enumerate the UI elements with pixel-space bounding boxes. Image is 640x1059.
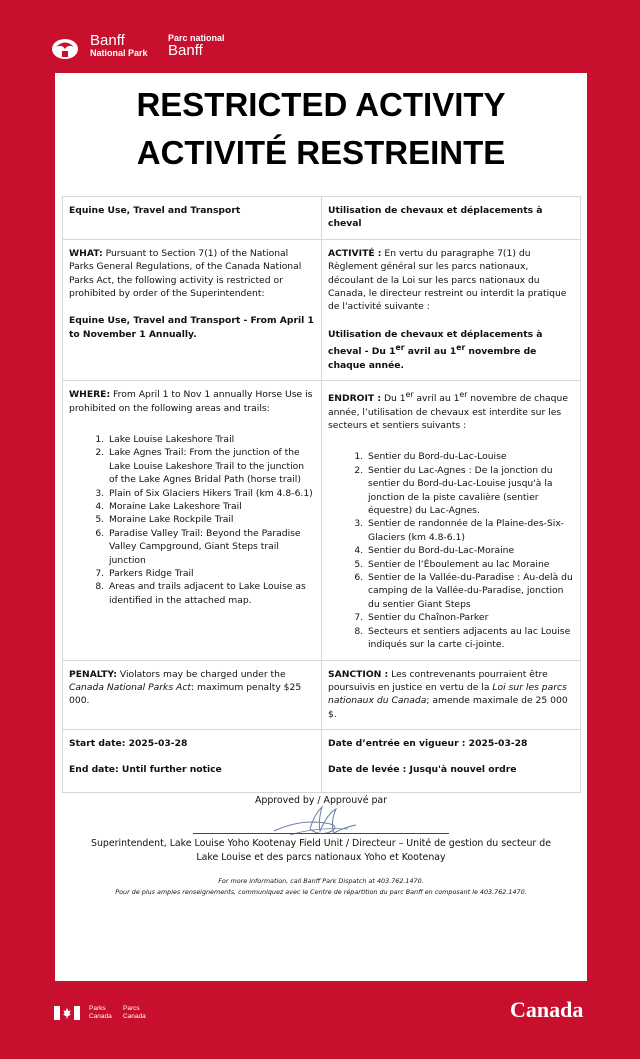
list-item: 5. Sentier de l’Éboulement au lac Moraine [366,558,574,571]
brand-en [90,33,170,58]
what-text: Pursuant to Section 7(1) of the National Parks General Regulations, of the Canada National Parks Act, the following activity is restricted or prohibited by order of the Superintendent: [69,247,302,300]
cell-what-fr [322,239,581,380]
signature-line [193,833,449,834]
where-text: From April 1 to Nov 1 annually Horse Use is prohibited on the following areas and trails: [69,389,313,414]
info-fr: Pour de plus amples renseignements, communiquez avec le Centre de répartition du parc Banff en composant le 403.762.1470. [115,888,527,896]
table-row-penalty [63,660,581,730]
cell-activity-en [63,197,322,240]
penalty-label: PENALTY: [69,668,117,680]
trail-list-fr [328,450,574,651]
sanction-label: SANCTION : [328,668,389,680]
activite-label: ACTIVITÉ : [328,247,382,259]
brand-fr [168,33,268,58]
brand-fr-sub: Parc national [168,33,225,43]
list-item: 2. Sentier du Lac-Agnes : De la jonction du sentier du Bord-du-Lac-Louise jusqu'à la jonction de la piste cavalière (sentier équestre) du Lac-Agnes. [366,464,574,518]
title-en: RESTRICTED ACTIVITY [136,86,506,123]
activity-en: Equine Use, Travel and Transport [69,205,241,216]
canada-flag-icon [54,1006,80,1020]
cell-where-en [63,381,322,660]
trail-list-en [69,433,315,607]
activite-text: En vertu du paragraphe 7(1) du Règlement général sur les parcs nationaux, découlant de la Loi sur les parcs nationaux du Canada, le directeur restreint ou interdit la pratique de l'activité suivante : [328,247,567,313]
parcs-canada-fr [123,1005,146,1021]
list-item: 7. Parkers Ridge Trail [107,567,315,580]
list-item: 6. Sentier de la Vallée-du-Paradise : Au-delà du camping de la Vallée-du-Paradise, jonction du sentier Giant Steps [366,571,574,611]
list-item: 3. Sentier de randonnée de la Plaine-des-Six-Glaciers (km 4.8-6.1) [366,517,574,544]
what-label: WHAT: [69,247,103,259]
what-bold: Equine Use, Travel and Transport - From April 1 to November 1 Annually. [69,315,314,340]
list-item: 1. Lake Louise Lakeshore Trail [107,433,315,446]
list-item: 6. Paradise Valley Trail: Beyond the Paradise Valley Campground, Giant Steps trail junction [107,527,315,567]
end-date: End date: Until further notice [69,763,222,775]
activite-bold: Utilisation de chevaux et déplacements à cheval - Du 1er avril au 1er novembre de chaque année. [328,328,543,371]
parks-fr-2: Canada [123,1013,146,1020]
list-item: 4. Sentier du Bord-du-Lac-Moraine [366,544,574,557]
list-item: 4. Moraine Lake Lakeshore Trail [107,500,315,513]
activity-fr: Utilisation de chevaux et déplacements à cheval [328,205,543,230]
loi-name: Loi sur les parcs nationaux du Canada [328,681,567,707]
where-label: WHERE: [69,389,111,401]
date-entree: Date d’entrée en vigueur : 2025-03-28 [328,738,528,750]
list-item: 5. Moraine Lake Rockpile Trail [107,513,315,526]
date-levee: Date de levée : Jusqu'à nouvel ordre [328,763,517,775]
cell-what-en [63,239,322,380]
cell-activity-fr [322,197,581,240]
cell-penalty-en: PENALTY: Violators may be charged under the Canada National Parks Act: maximum penalty $25 000. [63,660,322,730]
brand-en-name: Banff [90,32,125,49]
table-row-where [63,381,581,660]
info-en: For more information, call Banff Park Dispatch at 403.762.1470. [218,877,424,885]
cell-dates-en [63,730,322,793]
parks-en-1: Parks [89,1005,106,1012]
parks-en-2: Canada [89,1013,112,1020]
parks-fr-1: Parcs [123,1005,140,1012]
parks-canada-en [89,1005,112,1021]
endroit-label: ENDROIT : [328,393,382,405]
list-item: 8. Secteurs et sentiers adjacents au lac Louise indiqués sur la carte ci-jointe. [366,625,574,652]
cell-penalty-fr: SANCTION : Les contrevenants pourraient être poursuivis en justice en vertu de la Loi sur les parcs nationaux du Canada; amende maximale de 25 000 $. [322,660,581,730]
signatory-line2: Lake Louise et des parcs nationaux Yoho et Kootenay [196,852,446,863]
notice-table [62,196,581,793]
brand-en-sub: National Park [90,48,148,58]
signature-image [270,801,360,841]
cell-dates-fr [322,730,581,793]
canada-wordmark: Canada [510,997,584,1022]
list-item: 8. Areas and trails adjacent to Lake Louise as identified in the attached map. [107,580,315,607]
brand-fr-name: Banff [168,42,203,59]
notice-sheet [55,73,587,981]
table-row-activity [63,197,581,240]
list-item: 3. Plain of Six Glaciers Hikers Trail (km 4.8-6.1) [107,487,315,500]
start-date: Start date: 2025-03-28 [69,738,188,750]
table-row-what [63,239,581,380]
signatory-line1: Superintendent, Lake Louise Yoho Kootenay Field Unit / Directeur – Unité de gestion du secteur de [91,838,551,849]
list-item: 7. Sentier du Chaînon-Parker [366,611,574,624]
list-item: 1. Sentier du Bord-du-Lac-Louise [366,450,574,463]
title-fr: ACTIVITÉ RESTREINTE [136,134,506,171]
cell-where-fr: ENDROIT : Du 1er avril au 1er novembre de chaque année, l’utilisation de chevaux est interdite sur les secteurs et sentiers suivants : 1. Sentier du Bord-du-Lac-Louise 2. Sentier du Lac-Agnes : De la jonction du sentier du Bord-du-Lac-Louise jusqu'à la jonction de la piste cavalière (sentier équestre) du Lac-Agnes. 3. Sentier de randonnée de la Plaine-des-Six-Glaciers (km 4.8-6.1) 4. Sentier du Bord-du-Lac-Moraine 5. Sentier de l’Éboulement au lac Moraine 6. Sentier de la Vallée-du-Paradise : Au-delà du camping de la Vallée-du-Paradise, jonction du sentier Giant Steps 7. Sentier du Chaînon-Parker 8. Secteurs et sentiers adjacents au lac Louise indiqués sur la carte ci-jointe. [322,381,581,660]
approved-by: Approved by / Approuvé par [254,795,388,806]
table-row-dates [63,730,581,793]
act-name: Canada National Parks Act [69,681,191,693]
list-item: 2. Lake Agnes Trail: From the junction of the Lake Louise Lakeshore Trail to the junction of the Lake Agnes Bridal Path (horse trail) [107,446,315,486]
beaver-logo-icon [50,35,80,61]
